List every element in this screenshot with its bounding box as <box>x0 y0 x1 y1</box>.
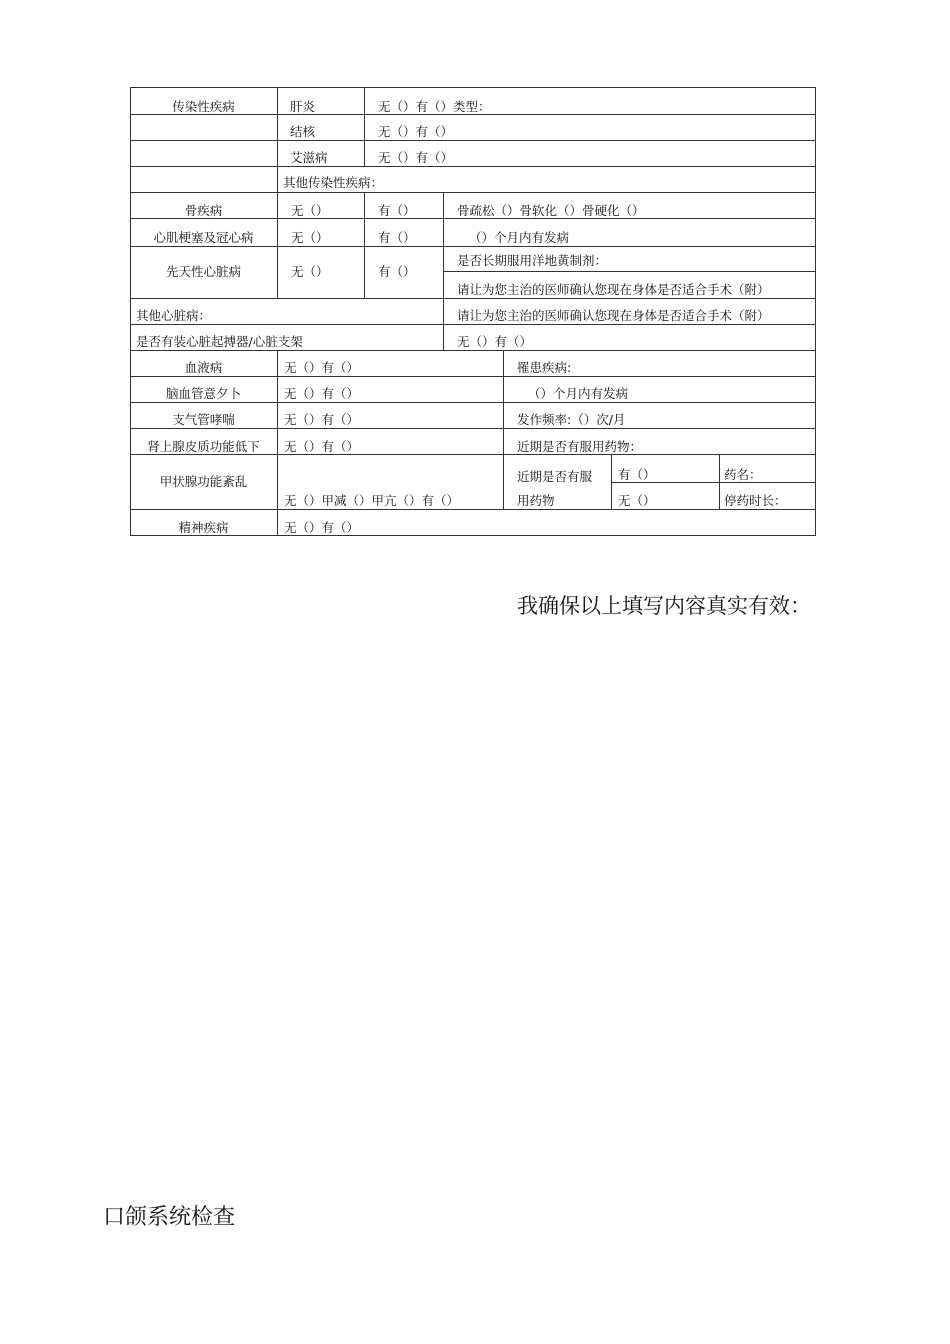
mi-onset-field[interactable]: （）个月内有发病 <box>469 230 570 245</box>
thyroid-medication-question-line1: 近期是否有服 <box>517 469 593 484</box>
tuberculosis-label: 结核 <box>290 124 316 139</box>
aids-options[interactable]: 无（）有（） <box>378 150 454 165</box>
adrenal-label: 肾上腺皮质功能低下 <box>147 439 260 454</box>
mi-label: 心肌梗塞及冠心病 <box>153 230 254 245</box>
pacemaker-options[interactable]: 无（）有（） <box>457 334 533 349</box>
thyroid-options[interactable]: 无（）甲减（）甲亢（）有（） <box>284 493 460 508</box>
mi-no-option[interactable]: 无（） <box>291 230 329 245</box>
truthfulness-confirmation: 我确保以上填写内容真实有效： <box>517 594 811 618</box>
infectious-label: 传染性疾病 <box>172 99 235 114</box>
mi-yes-option[interactable]: 有（） <box>378 230 416 245</box>
thyroid-label: 甲状腺功能紊乱 <box>159 474 248 489</box>
bone-label: 骨疾病 <box>184 203 223 218</box>
mental-label: 精神疾病 <box>178 520 229 535</box>
thyroid-medication-question-line2: 用药物 <box>517 493 555 508</box>
cerebro-onset-field[interactable]: （）个月内有发病 <box>528 386 629 401</box>
section-title: 口颌系统检查 <box>103 1205 236 1230</box>
bone-types-options[interactable]: 骨疏松（）骨软化（）骨硬化（） <box>457 203 645 218</box>
mental-options[interactable]: 无（）有（） <box>284 520 360 535</box>
cerebro-label: 脑血管意夕卜 <box>165 386 241 401</box>
bone-no-option[interactable]: 无（） <box>291 203 329 218</box>
hepatitis-label: 肝炎 <box>290 99 316 114</box>
thyroid-med-no-option[interactable]: 无（） <box>618 493 656 508</box>
blood-options[interactable]: 无（）有（） <box>284 360 360 375</box>
hepatitis-options[interactable]: 无（）有（）类型： <box>378 99 491 114</box>
thyroid-med-yes-option[interactable]: 有（） <box>618 467 656 482</box>
blood-diagnosis-field[interactable]: 罹患疾病: <box>517 360 572 375</box>
digitalis-question[interactable]: 是否长期服用洋地黄制剂： <box>457 253 608 268</box>
asthma-label: 支气管哮喘 <box>172 412 235 427</box>
other-infectious-field[interactable]: 其他传染性疾病： <box>283 175 384 190</box>
bone-yes-option[interactable]: 有（） <box>378 203 416 218</box>
pacemaker-label: 是否有装心脏起搏器/心脏支架 <box>136 334 303 349</box>
congenital-doctor-confirm: 请让为您主治的医师确认您现在身体是否适合手术（附） <box>457 282 770 297</box>
other-heart-doctor-confirm: 请让为您主治的医师确认您现在身体是否适合手术（附） <box>457 308 770 323</box>
other-heart-field[interactable]: 其他心脏病： <box>136 308 212 323</box>
cerebro-options[interactable]: 无（）有（） <box>284 386 360 401</box>
adrenal-options[interactable]: 无（）有（） <box>284 439 360 454</box>
tuberculosis-options[interactable]: 无（）有（） <box>378 124 454 139</box>
asthma-frequency-field[interactable]: 发作频率:（）次/月 <box>517 412 626 427</box>
aids-label: 艾滋病 <box>290 150 328 165</box>
stop-duration-field[interactable]: 停药时长： <box>724 493 787 508</box>
drug-name-field[interactable]: 药名： <box>724 467 762 482</box>
adrenal-medication-field[interactable]: 近期是否有服用药物： <box>517 439 643 454</box>
medical-history-table <box>130 87 816 536</box>
congenital-no-option[interactable]: 无（） <box>291 264 329 279</box>
congenital-label: 先天性心脏病 <box>165 264 241 279</box>
asthma-options[interactable]: 无（）有（） <box>284 412 360 427</box>
congenital-yes-option[interactable]: 有（） <box>378 264 416 279</box>
blood-label: 血液病 <box>184 360 223 375</box>
